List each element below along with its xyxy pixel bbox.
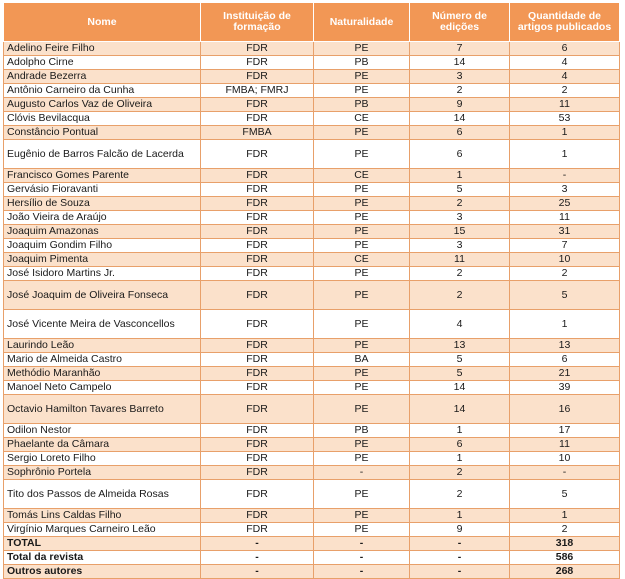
cell-edicoes: 2 (410, 281, 510, 310)
table-row (4, 70, 620, 84)
header-row (4, 3, 620, 42)
cell-nome: José Joaquim de Oliveira Fonseca (4, 281, 201, 310)
cell-nome: Antônio Carneiro da Cunha (4, 84, 201, 98)
cell-nome: Clóvis Bevilacqua (4, 112, 201, 126)
cell-nome: Virgínio Marques Carneiro Leão (4, 523, 201, 537)
cell-instituicao: FDR (201, 509, 314, 523)
table-row (4, 281, 620, 310)
cell-artigos: 11 (510, 438, 620, 452)
cell-artigos: 2 (510, 523, 620, 537)
table-row (4, 523, 620, 537)
cell-naturalidade: PE (314, 126, 410, 140)
cell-naturalidade: PE (314, 225, 410, 239)
cell-artigos: 268 (510, 565, 620, 579)
cell-naturalidade: PE (314, 183, 410, 197)
cell-instituicao: FDR (201, 183, 314, 197)
table-row (4, 126, 620, 140)
cell-naturalidade: PE (314, 267, 410, 281)
cell-nome: Mario de Almeida Castro (4, 353, 201, 367)
cell-artigos: 6 (510, 42, 620, 56)
cell-nome: Sergio Loreto Filho (4, 452, 201, 466)
cell-nome: Total da revista (4, 551, 201, 565)
cell-nome: Francisco Gomes Parente (4, 169, 201, 183)
cell-naturalidade: PE (314, 438, 410, 452)
cell-edicoes: 14 (410, 112, 510, 126)
cell-edicoes: 6 (410, 126, 510, 140)
cell-instituicao: FDR (201, 438, 314, 452)
cell-instituicao: FDR (201, 197, 314, 211)
cell-nome: Joaquim Gondim Filho (4, 239, 201, 253)
cell-naturalidade: - (314, 466, 410, 480)
table-row (4, 353, 620, 367)
cell-artigos: 3 (510, 183, 620, 197)
cell-instituicao: FDR (201, 339, 314, 353)
cell-naturalidade: - (314, 537, 410, 551)
authors-table (3, 2, 620, 579)
cell-naturalidade: - (314, 551, 410, 565)
table-row (4, 140, 620, 169)
cell-naturalidade: PE (314, 211, 410, 225)
cell-instituicao: FDR (201, 367, 314, 381)
cell-naturalidade: PB (314, 424, 410, 438)
cell-artigos: 4 (510, 70, 620, 84)
table-row (4, 239, 620, 253)
cell-naturalidade: PE (314, 140, 410, 169)
cell-artigos: 2 (510, 267, 620, 281)
table-row (4, 267, 620, 281)
table-row (4, 225, 620, 239)
table-row (4, 466, 620, 480)
cell-nome: Laurindo Leão (4, 339, 201, 353)
cell-edicoes: 1 (410, 169, 510, 183)
cell-artigos: 21 (510, 367, 620, 381)
cell-nome: TOTAL (4, 537, 201, 551)
cell-naturalidade: PE (314, 42, 410, 56)
table-row (4, 381, 620, 395)
cell-nome: Adolpho Cirne (4, 56, 201, 70)
cell-nome: Manoel Neto Campelo (4, 381, 201, 395)
cell-artigos: 17 (510, 424, 620, 438)
table-row (4, 424, 620, 438)
cell-nome: Eugênio de Barros Falcão de Lacerda (4, 140, 201, 169)
cell-naturalidade: PE (314, 367, 410, 381)
cell-nome: Joaquim Amazonas (4, 225, 201, 239)
cell-instituicao: FDR (201, 253, 314, 267)
cell-edicoes: 14 (410, 395, 510, 424)
cell-naturalidade: PE (314, 523, 410, 537)
cell-artigos: 10 (510, 452, 620, 466)
cell-instituicao: - (201, 551, 314, 565)
cell-edicoes: - (410, 537, 510, 551)
cell-nome: Tito dos Passos de Almeida Rosas (4, 480, 201, 509)
table-row (4, 509, 620, 523)
header-naturalidade: Naturalidade (314, 3, 410, 42)
table-row (4, 183, 620, 197)
cell-instituicao: FDR (201, 523, 314, 537)
cell-nome: Methódio Maranhão (4, 367, 201, 381)
cell-edicoes: 2 (410, 466, 510, 480)
cell-edicoes: 9 (410, 523, 510, 537)
cell-instituicao: - (201, 565, 314, 579)
cell-nome: Gervásio Fioravanti (4, 183, 201, 197)
cell-naturalidade: PE (314, 197, 410, 211)
cell-naturalidade: PE (314, 339, 410, 353)
cell-artigos: 5 (510, 281, 620, 310)
cell-nome: Adelino Feire Filho (4, 42, 201, 56)
cell-nome: Augusto Carlos Vaz de Oliveira (4, 98, 201, 112)
cell-naturalidade: PE (314, 281, 410, 310)
cell-artigos: 1 (510, 310, 620, 339)
cell-artigos: 31 (510, 225, 620, 239)
table-row (4, 367, 620, 381)
table-row (4, 480, 620, 509)
cell-nome: Octavio Hamilton Tavares Barreto (4, 395, 201, 424)
cell-naturalidade: PE (314, 70, 410, 84)
cell-edicoes: 2 (410, 267, 510, 281)
cell-edicoes: 3 (410, 211, 510, 225)
table-row (4, 452, 620, 466)
cell-naturalidade: PE (314, 84, 410, 98)
table-row (4, 112, 620, 126)
cell-instituicao: FDR (201, 353, 314, 367)
cell-naturalidade: - (314, 565, 410, 579)
cell-instituicao: FMBA; FMRJ (201, 84, 314, 98)
table-body (4, 42, 620, 579)
cell-naturalidade: PE (314, 239, 410, 253)
cell-instituicao: FDR (201, 452, 314, 466)
cell-edicoes: 11 (410, 253, 510, 267)
cell-instituicao: FDR (201, 239, 314, 253)
cell-naturalidade: PE (314, 480, 410, 509)
cell-edicoes: 5 (410, 183, 510, 197)
cell-instituicao: FDR (201, 112, 314, 126)
cell-instituicao: FDR (201, 281, 314, 310)
table-row (4, 42, 620, 56)
cell-instituicao: FDR (201, 466, 314, 480)
cell-edicoes: 3 (410, 70, 510, 84)
cell-nome: Joaquim Pimenta (4, 253, 201, 267)
cell-edicoes: 14 (410, 381, 510, 395)
cell-edicoes: 1 (410, 452, 510, 466)
cell-naturalidade: BA (314, 353, 410, 367)
cell-edicoes: - (410, 565, 510, 579)
table-row (4, 438, 620, 452)
cell-instituicao: FDR (201, 267, 314, 281)
cell-artigos: 39 (510, 381, 620, 395)
cell-naturalidade: PE (314, 452, 410, 466)
cell-instituicao: FDR (201, 211, 314, 225)
cell-artigos: 53 (510, 112, 620, 126)
cell-instituicao: FDR (201, 480, 314, 509)
cell-edicoes: - (410, 551, 510, 565)
cell-naturalidade: CE (314, 112, 410, 126)
cell-artigos: 25 (510, 197, 620, 211)
cell-nome: Odilon Nestor (4, 424, 201, 438)
cell-instituicao: FDR (201, 310, 314, 339)
cell-artigos: 4 (510, 56, 620, 70)
cell-artigos: 6 (510, 353, 620, 367)
cell-instituicao: - (201, 537, 314, 551)
cell-instituicao: FDR (201, 98, 314, 112)
table-row (4, 56, 620, 70)
cell-edicoes: 6 (410, 438, 510, 452)
cell-edicoes: 2 (410, 84, 510, 98)
cell-instituicao: FDR (201, 169, 314, 183)
header-edicoes: Número de edições (410, 3, 510, 42)
cell-nome: Hersílio de Souza (4, 197, 201, 211)
table-row (4, 339, 620, 353)
cell-artigos: 1 (510, 126, 620, 140)
cell-naturalidade: PE (314, 310, 410, 339)
cell-artigos: 16 (510, 395, 620, 424)
table-row (4, 395, 620, 424)
cell-edicoes: 5 (410, 367, 510, 381)
cell-edicoes: 14 (410, 56, 510, 70)
cell-edicoes: 13 (410, 339, 510, 353)
cell-artigos: 5 (510, 480, 620, 509)
cell-artigos: 11 (510, 98, 620, 112)
cell-naturalidade: PB (314, 56, 410, 70)
cell-edicoes: 2 (410, 480, 510, 509)
cell-instituicao: FDR (201, 424, 314, 438)
cell-instituicao: FDR (201, 56, 314, 70)
cell-edicoes: 4 (410, 310, 510, 339)
cell-artigos: 1 (510, 140, 620, 169)
cell-edicoes: 6 (410, 140, 510, 169)
cell-naturalidade: PE (314, 509, 410, 523)
cell-edicoes: 5 (410, 353, 510, 367)
cell-artigos: 10 (510, 253, 620, 267)
cell-instituicao: FDR (201, 225, 314, 239)
cell-nome: José Isidoro Martins Jr. (4, 267, 201, 281)
cell-nome: Phaelante da Câmara (4, 438, 201, 452)
header-instituicao: Instituição de formação (201, 3, 314, 42)
cell-nome: Sophrônio Portela (4, 466, 201, 480)
cell-nome: João Vieira de Araújo (4, 211, 201, 225)
cell-artigos: 7 (510, 239, 620, 253)
cell-naturalidade: PE (314, 381, 410, 395)
cell-artigos: 13 (510, 339, 620, 353)
cell-artigos: - (510, 169, 620, 183)
authors-table-container (3, 2, 619, 579)
table-row (4, 84, 620, 98)
cell-instituicao: FDR (201, 395, 314, 424)
cell-instituicao: FMBA (201, 126, 314, 140)
table-row (4, 197, 620, 211)
cell-artigos: 2 (510, 84, 620, 98)
header-nome: Nome (4, 3, 201, 42)
cell-nome: Outros autores (4, 565, 201, 579)
cell-nome: José Vicente Meira de Vasconcellos (4, 310, 201, 339)
table-row (4, 211, 620, 225)
cell-instituicao: FDR (201, 381, 314, 395)
cell-instituicao: FDR (201, 42, 314, 56)
cell-edicoes: 15 (410, 225, 510, 239)
cell-artigos: 1 (510, 509, 620, 523)
cell-edicoes: 9 (410, 98, 510, 112)
cell-artigos: 11 (510, 211, 620, 225)
cell-instituicao: FDR (201, 70, 314, 84)
cell-edicoes: 2 (410, 197, 510, 211)
table-row (4, 169, 620, 183)
cell-nome: Constâncio Pontual (4, 126, 201, 140)
cell-edicoes: 1 (410, 424, 510, 438)
cell-edicoes: 3 (410, 239, 510, 253)
cell-nome: Andrade Bezerra (4, 70, 201, 84)
cell-artigos: 318 (510, 537, 620, 551)
cell-edicoes: 7 (410, 42, 510, 56)
cell-artigos: - (510, 466, 620, 480)
cell-edicoes: 1 (410, 509, 510, 523)
table-row (4, 253, 620, 267)
cell-artigos: 586 (510, 551, 620, 565)
cell-nome: Tomás Lins Caldas Filho (4, 509, 201, 523)
total-row (4, 565, 620, 579)
total-row (4, 537, 620, 551)
cell-naturalidade: CE (314, 169, 410, 183)
cell-instituicao: FDR (201, 140, 314, 169)
table-row (4, 98, 620, 112)
cell-naturalidade: CE (314, 253, 410, 267)
cell-naturalidade: PB (314, 98, 410, 112)
cell-naturalidade: PE (314, 395, 410, 424)
table-row (4, 310, 620, 339)
header-artigos: Quantidade de artigos publicados (510, 3, 620, 42)
